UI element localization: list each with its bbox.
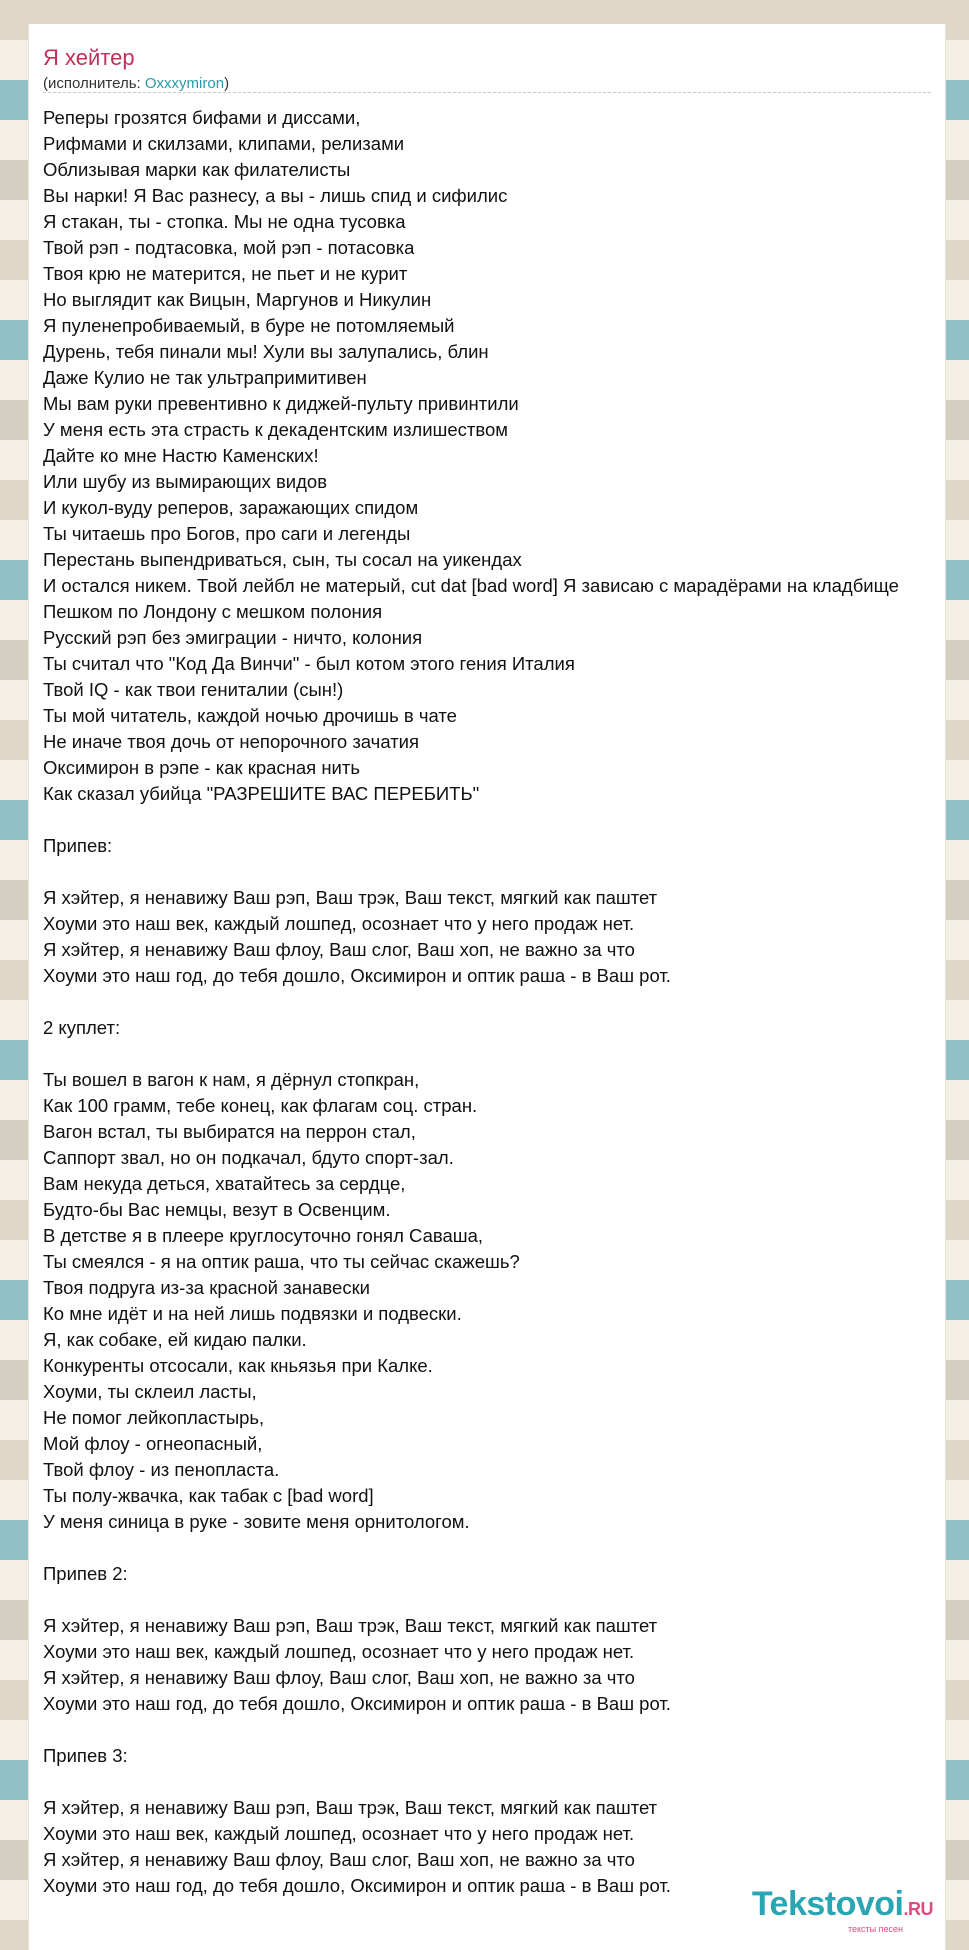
song-title: Я хейтер	[43, 45, 135, 70]
performer-prefix: (исполнитель:	[43, 75, 145, 92]
lyric-line: Я, как собаке, ей кидаю палки.	[43, 1329, 307, 1350]
lyric-line: Твоя крю не матерится, не пьет и не курит	[43, 263, 408, 284]
lyric-line: Хоуми это наш год, до тебя дошло, Оксимирон и оптик раша - в Ваш рот.	[43, 965, 671, 986]
lyrics-card	[28, 24, 946, 1950]
lyric-line: Будто-бы Вас немцы, везут в Освенцим.	[43, 1199, 391, 1220]
lyric-blank-line	[43, 1041, 946, 1067]
lyric-line: Но выглядит как Вицын, Маргунов и Никулин	[43, 289, 432, 310]
lyric-line: Реперы грозятся бифами и диссами,	[43, 107, 361, 128]
lyric-line: Как сказал убийца "РАЗРЕШИТЕ ВАС ПЕРЕБИТЬ"	[43, 783, 480, 804]
logo-tld: .RU	[903, 1899, 933, 1919]
lyric-line: Дурень, тебя пинали мы! Хули вы залупались, блин	[43, 341, 489, 362]
lyric-line: Хоуми это наш век, каждый лошпед, осознает что у него продаж нет.	[43, 1641, 635, 1662]
lyric-line: В детстве я в плеере круглосуточно гонял Саваша,	[43, 1225, 484, 1246]
lyric-line: У меня есть эта страсть к декадентским излишеством	[43, 419, 509, 440]
lyric-line: Хоуми это наш год, до тебя дошло, Оксимирон и оптик раша - в Ваш рот.	[43, 1693, 671, 1714]
site-logo[interactable]	[752, 1887, 933, 1934]
lyric-line: Мы вам руки превентивно к диджей-пульту привинтили	[43, 393, 519, 414]
lyric-blank-line	[43, 1535, 946, 1561]
lyric-line: Припев 3:	[43, 1745, 128, 1766]
lyric-line: Как 100 грамм, тебе конец, как флагам соц. стран.	[43, 1095, 478, 1116]
lyric-line: У меня синица в руке - зовите меня орнитологом.	[43, 1511, 470, 1532]
lyric-line: Я хэйтер, я ненавижу Ваш рэп, Ваш трэк, Ваш текст, мягкий как паштет	[43, 887, 658, 908]
lyric-line: Я хэйтер, я ненавижу Ваш рэп, Ваш трэк, Ваш текст, мягкий как паштет	[43, 1615, 658, 1636]
lyric-line: Я хэйтер, я ненавижу Ваш флоу, Ваш слог, Ваш хоп, не важно за что	[43, 1667, 635, 1688]
logo-tagline: тексты песен	[847, 1924, 903, 1934]
lyric-line: Я хэйтер, я ненавижу Ваш рэп, Ваш трэк, Ваш текст, мягкий как паштет	[43, 1797, 658, 1818]
lyric-line: Припев:	[43, 835, 113, 856]
lyric-line: Не иначе твоя дочь от непорочного зачатия	[43, 731, 420, 752]
lyric-line: Я пуленепробиваемый, в буре не потомляемый	[43, 315, 455, 336]
lyric-line: Твой IQ - как твои гениталии (сын!)	[43, 679, 344, 700]
lyric-blank-line	[43, 1717, 946, 1743]
lyric-line: Конкуренты отсосали, как кньязья при Калке.	[43, 1355, 433, 1376]
lyric-line: Ко мне идёт и на ней лишь подвязки и подвески.	[43, 1303, 462, 1324]
logo-wordmark: Tekstovoi	[751, 1885, 904, 1923]
lyric-line: Вам некуда деться, хватайтесь за сердце,	[43, 1173, 406, 1194]
lyric-line: Ты считал что "Код Да Винчи" - был котом этого гения Италия	[43, 653, 575, 674]
lyric-line: Или шубу из вымирающих видов	[43, 471, 328, 492]
performer-link[interactable]: Oxxxymiron	[144, 75, 225, 92]
performer-line	[43, 74, 229, 94]
lyric-line: Ты читаешь про Богов, про саги и легенды	[43, 523, 411, 544]
lyric-line: Припев 2:	[43, 1563, 128, 1584]
lyric-line: Я стакан, ты - стопка. Мы не одна тусовка	[43, 211, 406, 232]
lyric-blank-line	[43, 859, 946, 885]
lyric-line: И кукол-вуду реперов, заражающих спидом	[43, 497, 419, 518]
performer-suffix: )	[224, 75, 230, 92]
lyric-line: Дайте ко мне Настю Каменских!	[43, 445, 319, 466]
lyric-line: И остался никем. Твой лейбл не матерый, cut dat [bad word] Я зависаю с марадёрами на кладбище	[43, 575, 899, 596]
lyric-line: Пешком по Лондону с мешком полония	[43, 601, 383, 622]
lyric-line: Мой флоу - огнеопасный,	[43, 1433, 263, 1454]
lyric-line: Я хэйтер, я ненавижу Ваш флоу, Ваш слог, Ваш хоп, не важно за что	[43, 1849, 635, 1870]
lyric-line: Ты смеялся - я на оптик раша, что ты сейчас скажешь?	[43, 1251, 520, 1272]
lyric-line: Хоуми это наш год, до тебя дошло, Оксимирон и оптик раша - в Ваш рот.	[43, 1875, 671, 1896]
lyric-line: Твой флоу - из пенопласта.	[43, 1459, 280, 1480]
lyric-line: Твоя подруга из-за красной занавески	[43, 1277, 371, 1298]
lyric-line: Саппорт звал, но он подкачал, бдуто спорт-зал.	[43, 1147, 454, 1168]
lyric-line: Ты мой читатель, каждой ночью дрочишь в чате	[43, 705, 457, 726]
lyric-line: Ты вошел в вагон к нам, я дёрнул стопкран,	[43, 1069, 420, 1090]
lyric-line: Не помог лейкопластырь,	[43, 1407, 265, 1428]
lyrics-text	[43, 105, 946, 1899]
lyric-line: Перестань выпендриваться, сын, ты сосал на уикендах	[43, 549, 522, 570]
lyric-line: Хоуми это наш век, каждый лошпед, осознает что у него продаж нет.	[43, 913, 635, 934]
lyric-line: Ты полу-жвачка, как табак с [bad word]	[43, 1485, 374, 1506]
lyric-blank-line	[43, 989, 946, 1015]
lyric-line: Рифмами и скилзами, клипами, релизами	[43, 133, 405, 154]
lyric-line: Хоуми это наш век, каждый лошпед, осознает что у него продаж нет.	[43, 1823, 635, 1844]
header-divider	[43, 92, 931, 93]
lyric-blank-line	[43, 1769, 946, 1795]
lyric-line: Хоуми, ты склеил ласты,	[43, 1381, 257, 1402]
lyric-line: Я хэйтер, я ненавижу Ваш флоу, Ваш слог, Ваш хоп, не важно за что	[43, 939, 635, 960]
lyric-blank-line	[43, 1587, 946, 1613]
lyric-line: Вы нарки! Я Вас разнесу, а вы - лишь спид и сифилис	[43, 185, 508, 206]
lyric-line: Русский рэп без эмиграции - ничто, колония	[43, 627, 423, 648]
lyric-line: Твой рэп - подтасовка, мой рэп - потасовка	[43, 237, 415, 258]
lyric-line: Оксимирон в рэпе - как красная нить	[43, 757, 360, 778]
lyric-line: 2 куплет:	[43, 1017, 121, 1038]
lyric-blank-line	[43, 807, 946, 833]
lyric-line: Облизывая марки как филателисты	[43, 159, 351, 180]
lyric-line: Даже Кулио не так ультрапримитивен	[43, 367, 367, 388]
lyric-line: Вагон встал, ты выбиратся на перрон стал,	[43, 1121, 416, 1142]
